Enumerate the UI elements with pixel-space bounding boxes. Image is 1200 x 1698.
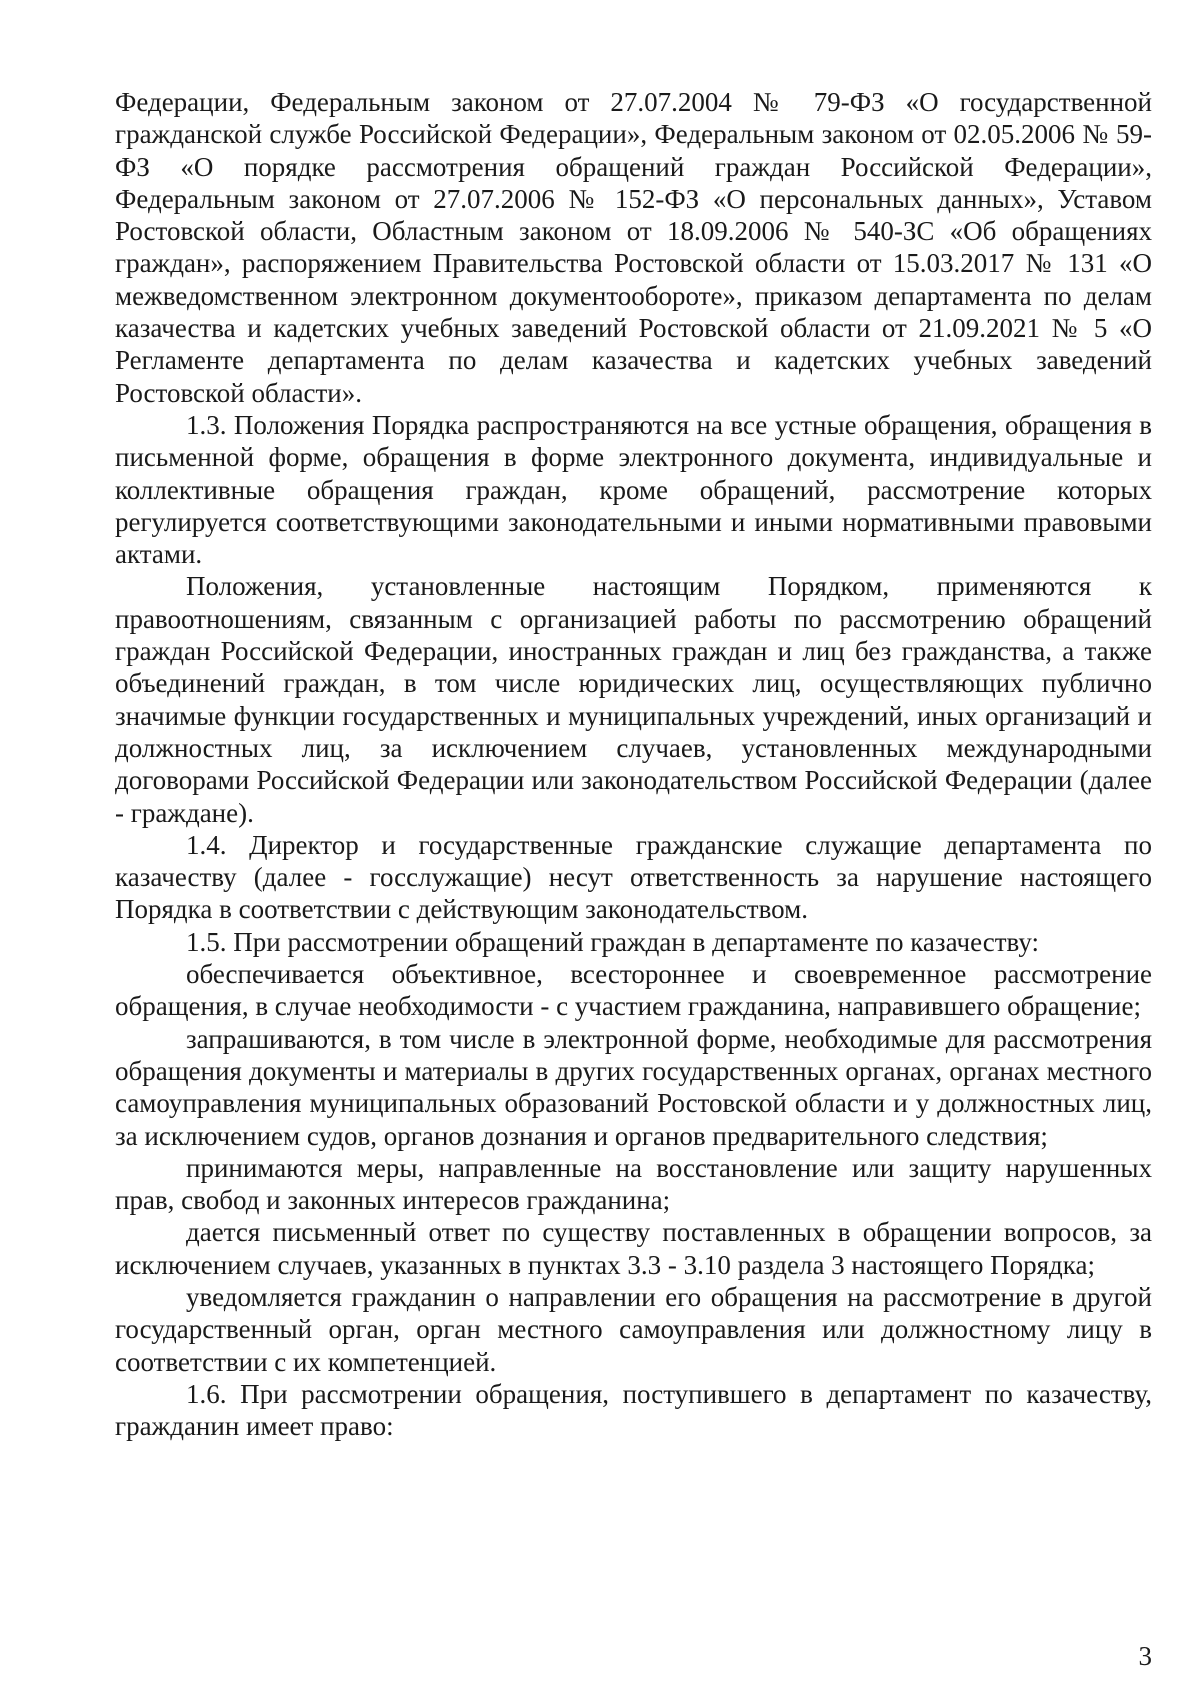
paragraph-scope: Положения, установленные настоящим Порядком, применяются к правоотношениям, связанным с организацией работы по рассмотрению обращений граждан Российской Федерации, иностранных граждан и лиц без гражданства, а также объединений граждан, в том числе юридических лиц, осуществляющих публично значимые функции государственных и муниципальных учреждений, иных организаций и должностных лиц, за исключением случаев, установленных международными договорами Российской Федерации или законодательством Российской Федерации (далее - граждане).: [115, 571, 1152, 828]
paragraph-1-5: 1.5. При рассмотрении обращений граждан в департаменте по казачеству:: [186, 926, 1039, 957]
document-body: [115, 86, 1152, 1442]
paragraph-legal-basis-continuation: Федерации, Федеральным законом от 27.07.2004 № 79-ФЗ «О государственной гражданской службе Российской Федерации», Федеральным законом от 02.05.2006 № 59-ФЗ «О порядке рассмотрения обращений граждан Российской Федерации», Федеральным законом от 27.07.2006 № 152-ФЗ «О персональных данных», Уставом Ростовской области, Областным законом от 18.09.2006 № 540-ЗС «Об обращениях граждан», распоряжением Правительства Ростовской области от 15.03.2017 № 131 «О межведомственном электронном документообороте», приказом департамента по делам казачества и кадетских учебных заведений Ростовской области от 21.09.2021 № 5 «О Регламенте департамента по делам казачества и кадетских учебных заведений Ростовской области».: [115, 87, 1152, 408]
paragraph-1-6: 1.6. При рассмотрении обращения, поступившего в департамент по казачеству, гражданин имеет право:: [115, 1378, 1152, 1442]
paragraph-list-item: принимаются меры, направленные на восстановление или защиту нарушенных прав, свобод и законных интересов гражданина;: [115, 1152, 1152, 1216]
paragraph-list-item: уведомляется гражданин о направлении его обращения на рассмотрение в другой государственный орган, орган местного самоуправления или должностному лицу в соответствии с их компетенцией.: [115, 1281, 1152, 1377]
paragraph-list-item: дается письменный ответ по существу поставленных в обращении вопросов, за исключением случаев, указанных в пунктах 3.3 - 3.10 раздела 3 настоящего Порядка;: [115, 1217, 1152, 1280]
paragraph-1-3: 1.3. Положения Порядка распространяются на все устные обращения, обращения в письменной форме, обращения в форме электронного документа, индивидуальные и коллективные обращения граждан, кроме обращений, рассмотрение которых регулируется соответствующими законодательными и иными нормативными правовыми актами.: [115, 409, 1152, 570]
paragraph-1-4: 1.4. Директор и государственные гражданские служащие департамента по казачеству (далее - госслужащие) несут ответственность за нарушение настоящего Порядка в соответствии с действующим законодательством.: [115, 829, 1152, 925]
paragraph-list-item: запрашиваются, в том числе в электронной форме, необходимые для рассмотрения обращения документы и материалы в других государственных органах, органах местного самоуправления муниципальных образований Ростовской области и у должностных лиц, за исключением судов, органов дознания и органов предварительного следствия;: [115, 1023, 1152, 1151]
paragraph-list-item: обеспечивается объективное, всестороннее и своевременное рассмотрение обращения, в случае необходимости - с участием гражданина, направившего обращение;: [115, 959, 1152, 1022]
page-number: 3: [1138, 1641, 1152, 1671]
